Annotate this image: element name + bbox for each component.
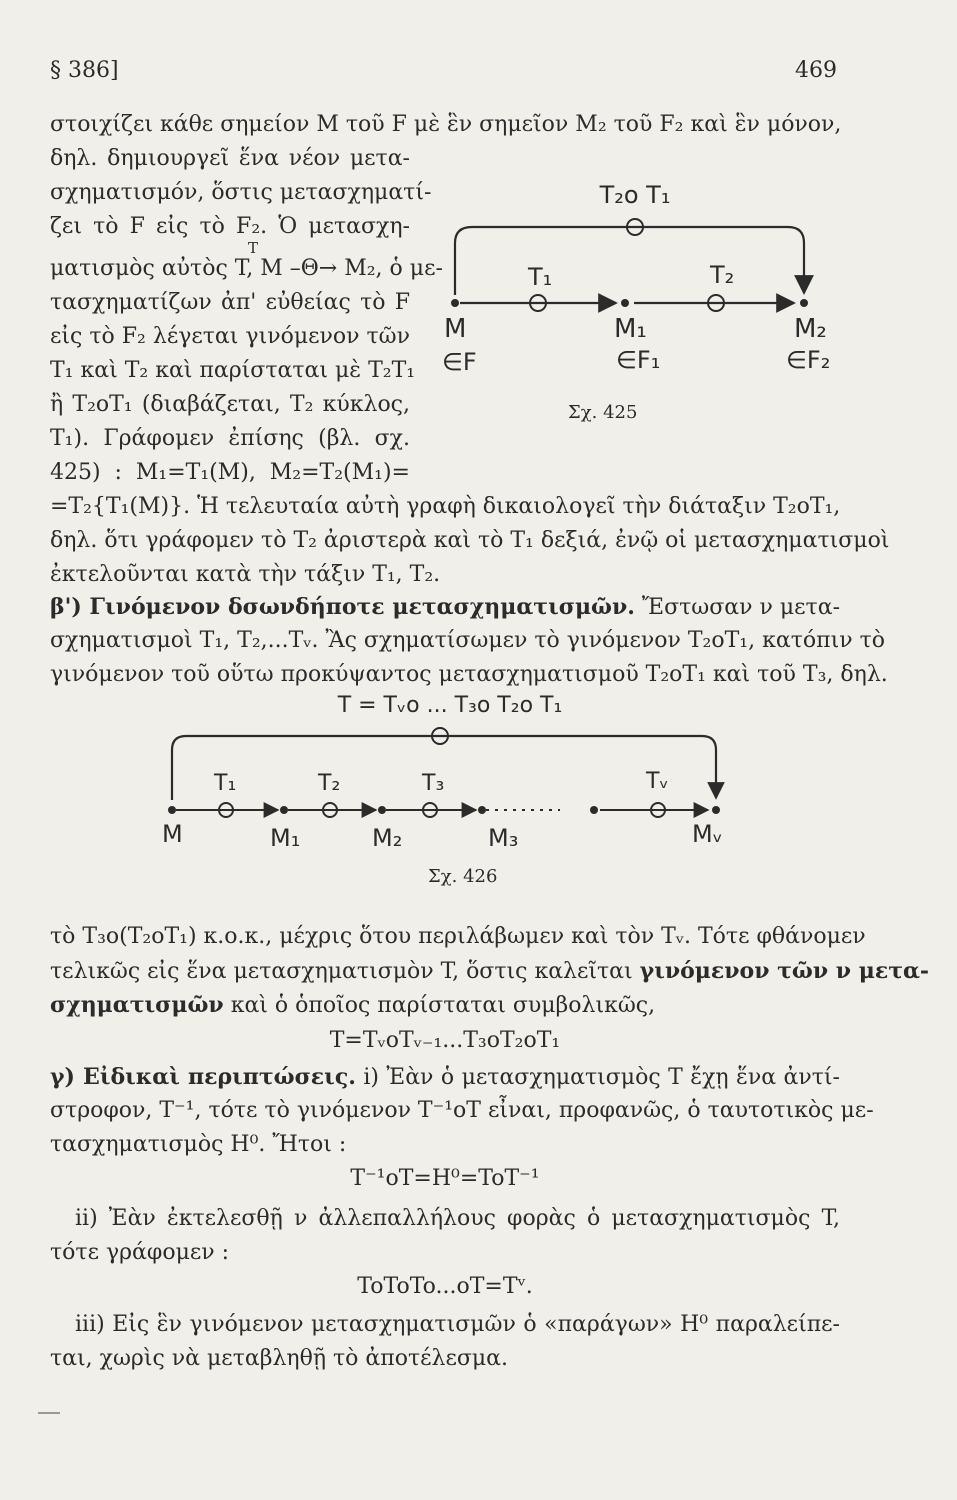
m2-label: M₂ bbox=[372, 824, 403, 852]
formula: T=TᵥoTᵥ₋₁...T₃oT₂oT₁ bbox=[329, 1028, 561, 1053]
text-line: iii) Εἰς ἓν γινόμενον μετασχηματισμῶν ὁ «παράγων» H⁰ παραλείπε- bbox=[75, 1312, 840, 1337]
text-line: δηλ. ὅτι γράφομεν τὸ T₂ ἀριστερὰ καὶ τὸ T₁ δεξιά, ἐνῷ οἱ μετασχηματισμοὶ bbox=[50, 528, 890, 553]
text-line: τότε γράφομεν : bbox=[50, 1240, 230, 1265]
text-line: ζει τὸ F εἰς τὸ F₂. Ὁ μετασχη- bbox=[50, 214, 410, 239]
point-m1 bbox=[621, 299, 629, 307]
m1-label: M₁ bbox=[614, 314, 647, 344]
ef1-label: ∈F₁ bbox=[616, 346, 661, 374]
section-b-title: β') Γινόμενον δσωνδήποτε μετασχηματισμῶν. bbox=[50, 594, 635, 620]
text-line: ματισμὸς αὐτὸς T, M –Θ→ M₂, ὁ με- bbox=[50, 256, 443, 281]
text-line: ἢ T₂oT₁ (διαβάζεται, T₂ κύκλος, bbox=[50, 392, 410, 417]
figure-caption: Σχ. 425 bbox=[568, 402, 638, 423]
m-label: M bbox=[444, 314, 467, 344]
figure-426 bbox=[150, 680, 750, 880]
text-line: δηλ. δημιουργεῖ ἕνα νέον μετα- bbox=[50, 146, 410, 171]
section-c-title: γ) Εἰδικαὶ περιπτώσεις. bbox=[50, 1064, 356, 1090]
term-bold: σχηματισμῶν bbox=[50, 992, 224, 1018]
text-line: τασχηματίζων ἀπ' εὐθείας τὸ F bbox=[50, 290, 410, 315]
ef2-label: ∈F₂ bbox=[786, 346, 831, 374]
arrow-superscript: T bbox=[248, 239, 259, 257]
m-label: M bbox=[162, 820, 183, 848]
text-line: 425) : M₁=T₁(M), M₂=T₂(M₁)= bbox=[50, 460, 410, 485]
section-b-first-line bbox=[50, 594, 840, 621]
section-number: § 386] bbox=[50, 58, 119, 83]
text-line: ii) Ἐὰν ἐκτελεσθῇ ν ἀλλεπαλλήλους φορὰς ὁ μετασχηματισμὸς T, bbox=[75, 1206, 840, 1231]
text-line: τασχηματισμὸς H⁰. Ἤτοι : bbox=[50, 1132, 347, 1157]
text-line bbox=[50, 992, 655, 1019]
text-line: T₁ καὶ T₂ καὶ παρίσταται μὲ T₂T₁ bbox=[50, 358, 416, 383]
composite-arrow bbox=[455, 227, 804, 295]
m3-label: M₃ bbox=[488, 824, 519, 852]
text-line: στροφον, T⁻¹, τότε τὸ γινόμενον T⁻¹oT εἶναι, προφανῶς, ὁ ταυτοτικὸς με- bbox=[50, 1098, 874, 1123]
text-line: στοιχίζει κάθε σημείον M τοῦ F μὲ ἓν σημεῖον M₂ τοῦ F₂ καὶ ἓν μόνον, bbox=[50, 112, 842, 137]
formula: ToToTo...oT=Tᵛ. bbox=[357, 1274, 533, 1299]
point-m bbox=[451, 299, 459, 307]
formula: T⁻¹oT=H⁰=ToT⁻¹ bbox=[350, 1166, 540, 1191]
text-line: =T₂{T₁(M)}. Ἡ τελευταία αὐτὴ γραφὴ δικαιολογεῖ τὴν διάταξιν T₂oT₁, bbox=[50, 494, 841, 519]
text-span: Ἔστωσαν ν μετα- bbox=[641, 595, 840, 620]
text-line: ἐκτελοῦνται κατὰ τὴν τάξιν T₁, T₂. bbox=[50, 562, 441, 587]
ef-label: ∈F bbox=[442, 348, 477, 376]
section-c-first-line bbox=[50, 1064, 840, 1091]
text-line: ται, χωρὶς νὰ μεταβληθῇ τὸ ἀποτέλεσμα. bbox=[50, 1346, 509, 1371]
text-span: καὶ ὁ ὁποῖος παρίσταται συμβολικῶς, bbox=[223, 993, 656, 1018]
product-label: T₂o T₁ bbox=[599, 181, 671, 209]
m1-label: M₁ bbox=[270, 824, 301, 852]
mv-label: Mᵥ bbox=[692, 820, 723, 848]
term-bold: γινόμενον τῶν ν μετα- bbox=[639, 958, 930, 984]
t1-label: T₁ bbox=[528, 263, 553, 291]
product-formula: T = Tᵥo ... T₃o T₂o T₁ bbox=[337, 693, 563, 718]
text-line bbox=[50, 958, 930, 985]
t1-label: T₁ bbox=[214, 771, 237, 796]
t2-label: T₂ bbox=[710, 261, 735, 289]
text-span: τελικῶς εἰς ἕνα μετασχηματισμὸν T, ὅστις καλεῖται bbox=[50, 959, 640, 984]
text-line: εἰς τὸ F₂ λέγεται γινόμενον τῶν bbox=[50, 324, 410, 349]
text-line: γινόμενον τοῦ οὕτω προκύψαντος μετασχηματισμοῦ T₂oT₁ καὶ τοῦ T₃, δηλ. bbox=[50, 662, 888, 687]
text-line: τὸ T₃o(T₂oT₁) κ.ο.κ., μέχρις ὅτου περιλάβωμεν καὶ τὸν Tᵥ. Τότε φθάνομεν bbox=[50, 924, 866, 949]
page-number: 469 bbox=[795, 58, 837, 83]
t3-label: T₃ bbox=[422, 771, 445, 796]
text-line: σχηματισμοὶ T₁, T₂,...Tᵥ. Ἂς σχηματίσωμεν τὸ γινόμενον T₂oT₁, κατόπιν τὸ bbox=[50, 628, 885, 653]
tv-label: Tᵥ bbox=[646, 769, 669, 794]
m2-label: M₂ bbox=[794, 314, 827, 344]
text-line: T₁). Γράφομεν ἐπίσης (βλ. σχ. bbox=[50, 426, 410, 451]
figure-425 bbox=[420, 165, 860, 435]
margin-mark bbox=[38, 1412, 60, 1414]
text-line: σχηματισμόν, ὅστις μετασχηματί- bbox=[50, 180, 432, 205]
figure-caption: Σχ. 426 bbox=[428, 866, 498, 887]
t2-label: T₂ bbox=[318, 771, 341, 796]
text-span: i) Ἐὰν ὁ μετασχηματισμὸς T ἔχῃ ἕνα ἀντί- bbox=[355, 1065, 840, 1090]
point-m2 bbox=[800, 299, 808, 307]
